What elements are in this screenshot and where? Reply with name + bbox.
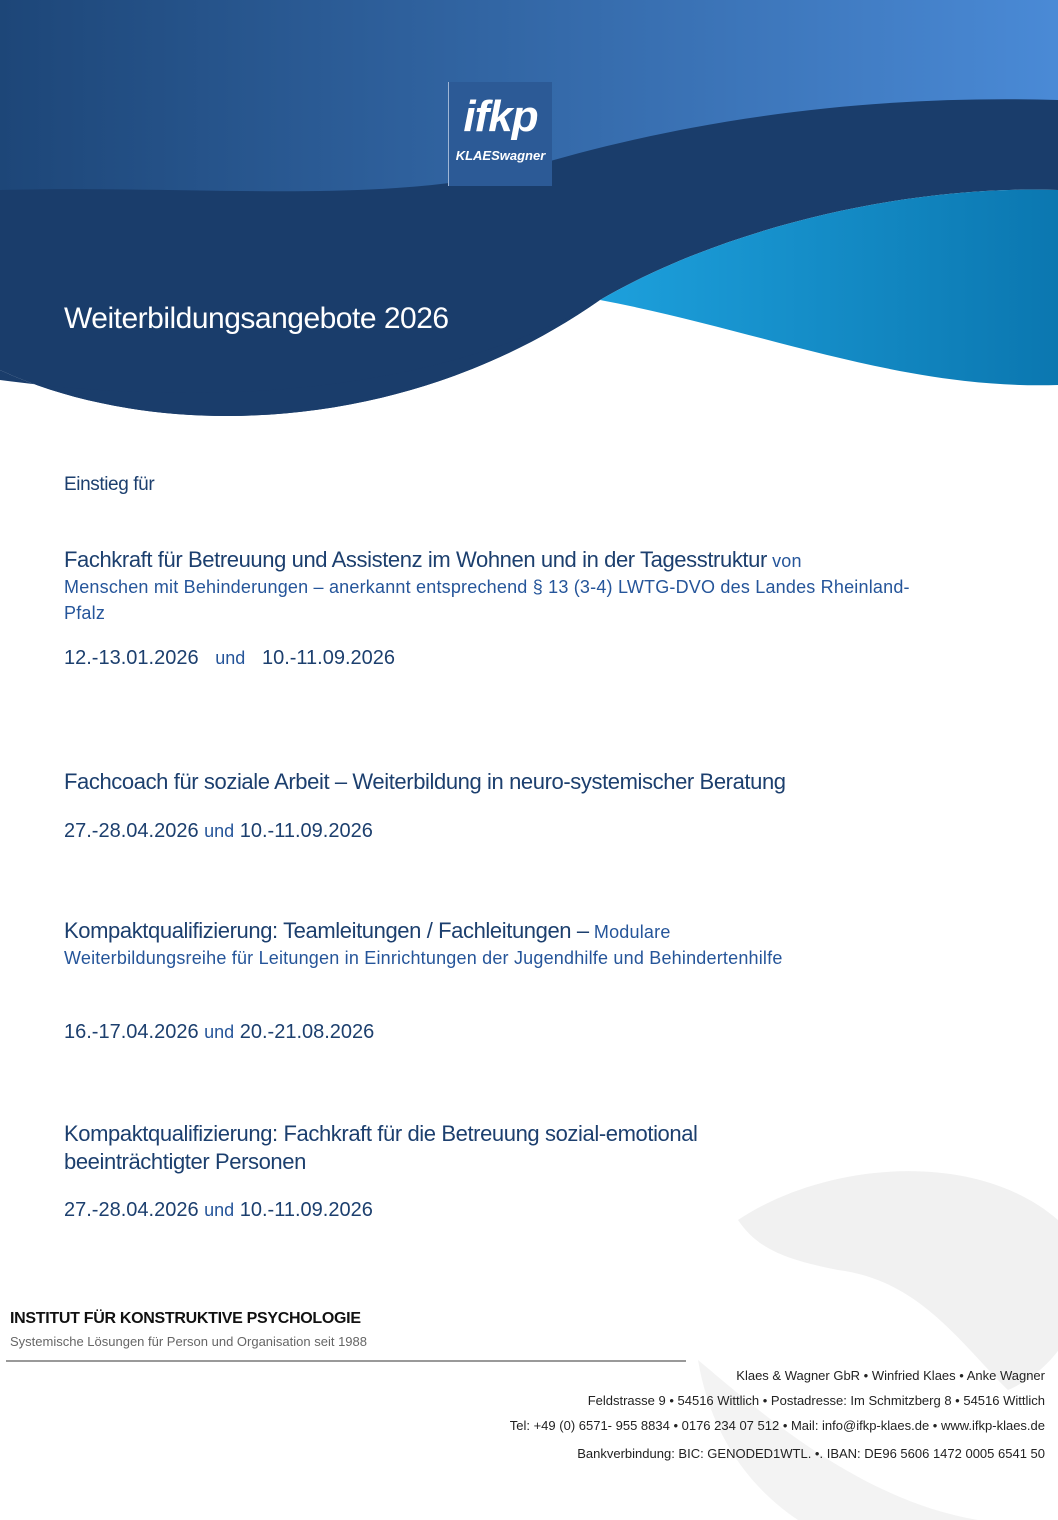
course-4-dates [64, 1199, 373, 1222]
course-3-dates [64, 1021, 374, 1044]
date: 16.-17.04.2026 [64, 1021, 199, 1043]
course-desc-inline: Modulare [588, 922, 671, 942]
date: 27.-28.04.2026 [64, 1199, 199, 1221]
institute-name: INSTITUT FÜR KONSTRUKTIVE PSYCHOLOGIE [10, 1310, 361, 1327]
footer-line-contact: Tel: +49 (0) 6571- 955 8834 • 0176 234 07 512 • Mail: info@ifkp-klaes.de • www.ifkp-klaes.de [509, 1418, 1045, 1433]
header-wave-graphic [0, 0, 1058, 440]
course-1-dates [64, 647, 395, 670]
course-desc: Weiterbildungsreihe für Leitungen in Einrichtungen der Jugendhilfe und Behindertenhilfe [64, 948, 783, 968]
date: 20.-21.08.2026 [239, 1021, 375, 1043]
course-2-dates [64, 820, 373, 843]
course-4-title: Kompaktqualifizierung: Fachkraft für die Betreuung sozial-emotional beeinträchtigter Personen [64, 1121, 698, 1174]
course-title: Kompaktqualifizierung: Teamleitungen / Fachleitungen – [64, 918, 589, 943]
and: und [215, 648, 246, 668]
date: 12.-13.01.2026 [64, 647, 199, 669]
page-title: Weiterbildungsangebote 2026 [64, 302, 449, 335]
footer-divider [6, 1360, 686, 1362]
and: und [204, 821, 235, 841]
date: 10.-11.09.2026 [239, 820, 373, 842]
course-2-title: Fachcoach für soziale Arbeit – Weiterbildung in neuro-systemischer Beratung [64, 769, 786, 794]
course-title: Fachkraft für Betreuung und Assistenz im Wohnen und in der Tagesstruktur [64, 547, 767, 572]
institute-tagline: Systemische Lösungen für Person und Organisation seit 1988 [10, 1334, 367, 1349]
date: 10.-11.09.2026 [239, 1199, 373, 1221]
logo-main: ifkp [463, 92, 538, 141]
footer-line-bank: Bankverbindung: BIC: GENODED1WTL. •. IBAN: DE96 5606 1472 0005 6541 50 [577, 1446, 1045, 1461]
course-1 [64, 547, 914, 627]
and: und [204, 1200, 235, 1220]
course-desc: Menschen mit Behinderungen – anerkannt entsprechend § 13 (3-4) LWTG-DVO des Landes Rheinland-Pfalz [64, 577, 910, 623]
footer-line-address: Feldstrasse 9 • 54516 Wittlich • Postadresse: Im Schmitzberg 8 • 54516 Wittlich [587, 1393, 1045, 1408]
intro-label: Einstieg für [64, 474, 155, 495]
ifkp-logo [448, 82, 552, 186]
watermark-graphic [678, 1160, 1058, 1520]
footer-line-company: Klaes & Wagner GbR • Winfried Klaes • Anke Wagner [736, 1368, 1045, 1383]
course-3 [64, 918, 914, 972]
and: und [204, 1022, 235, 1042]
date: 27.-28.04.2026 [64, 820, 199, 842]
date: 10.-11.09.2026 [261, 647, 396, 669]
course-desc-inline: von [766, 551, 802, 571]
logo-sub: KLAESwagner [455, 148, 546, 163]
